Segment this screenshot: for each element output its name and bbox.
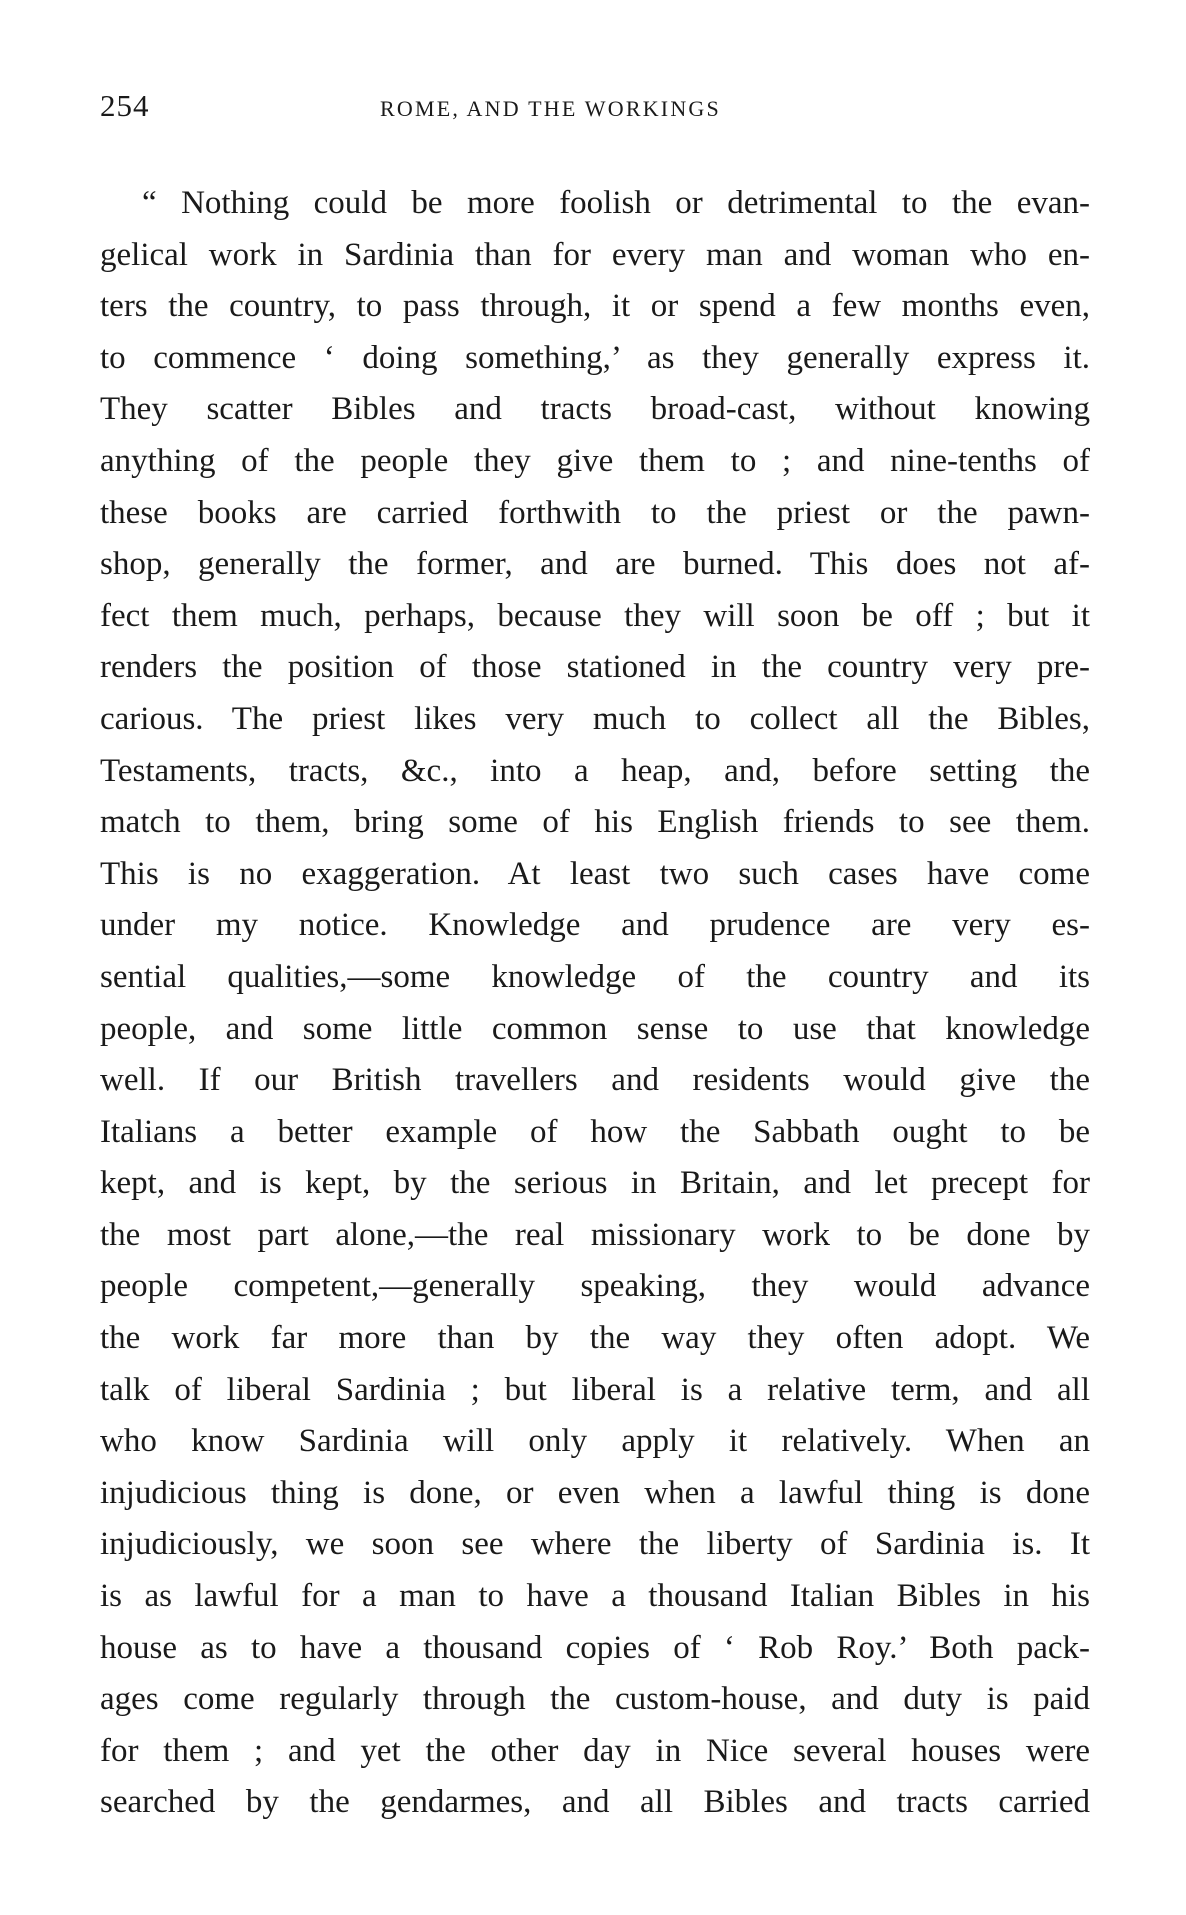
text-line: who know Sardinia will only apply it relatively. When an xyxy=(100,1423,1090,1460)
body-text xyxy=(100,178,1090,1829)
text-line: carious. The priest likes very much to collect all the Bibles, xyxy=(100,700,1090,737)
text-line: searched by the gendarmes, and all Bibles and tracts carried xyxy=(100,1784,1090,1821)
text-line: anything of the people they give them to ; and nine-tenths of xyxy=(100,442,1090,479)
running-head xyxy=(100,88,1090,128)
text-line: talk of liberal Sardinia ; but liberal is a relative term, and all xyxy=(100,1371,1090,1408)
text-line: the most part alone,—the real missionary work to be done by xyxy=(100,1216,1090,1253)
text-line: This is no exaggeration. At least two such cases have come xyxy=(100,855,1090,892)
text-line: people, and some little common sense to use that knowledge xyxy=(100,1010,1090,1047)
text-line: shop, generally the former, and are burned. This does not af- xyxy=(100,546,1090,583)
text-line: house as to have a thousand copies of ‘ Rob Roy.’ Both pack- xyxy=(100,1629,1090,1666)
text-line: ters the country, to pass through, it or spend a few months even, xyxy=(100,288,1090,325)
text-line: to commence ‘ doing something,’ as they generally express it. xyxy=(100,339,1090,376)
text-line: ages come regularly through the custom-house, and duty is paid xyxy=(100,1681,1090,1718)
text-line: kept, and is kept, by the serious in Britain, and let precept for xyxy=(100,1165,1090,1202)
text-line: renders the position of those stationed in the country very pre- xyxy=(100,649,1090,686)
text-line: fect them much, perhaps, because they will soon be off ; but it xyxy=(100,597,1090,634)
running-title: ROME, AND THE WORKINGS xyxy=(380,96,721,121)
text-line: the work far more than by the way they often adopt. We xyxy=(100,1320,1090,1357)
text-line: injudicious thing is done, or even when a lawful thing is done xyxy=(100,1474,1090,1511)
text-line: these books are carried forthwith to the priest or the pawn- xyxy=(100,494,1090,531)
text-line: “ Nothing could be more foolish or detrimental to the evan- xyxy=(142,185,1090,221)
text-line: is as lawful for a man to have a thousand Italian Bibles in his xyxy=(100,1578,1090,1615)
text-line: gelical work in Sardinia than for every man and woman who en- xyxy=(100,236,1090,273)
text-line: Testaments, tracts, &c., into a heap, and, before setting the xyxy=(100,752,1090,789)
text-line: for them ; and yet the other day in Nice several houses were xyxy=(100,1732,1090,1769)
text-line: Italians a better example of how the Sabbath ought to be xyxy=(100,1113,1090,1150)
text-line: under my notice. Knowledge and prudence are very es- xyxy=(100,907,1090,944)
text-line: match to them, bring some of his English friends to see them. xyxy=(100,804,1090,841)
text-line: injudiciously, we soon see where the liberty of Sardinia is. It xyxy=(100,1526,1090,1563)
text-line: sential qualities,—some knowledge of the country and its xyxy=(100,958,1090,995)
page-number: 254 xyxy=(100,88,150,123)
text-line: They scatter Bibles and tracts broad-cast, without knowing xyxy=(100,391,1090,428)
text-line: well. If our British travellers and residents would give the xyxy=(100,1062,1090,1099)
text-line: people competent,—generally speaking, they would advance xyxy=(100,1268,1090,1305)
